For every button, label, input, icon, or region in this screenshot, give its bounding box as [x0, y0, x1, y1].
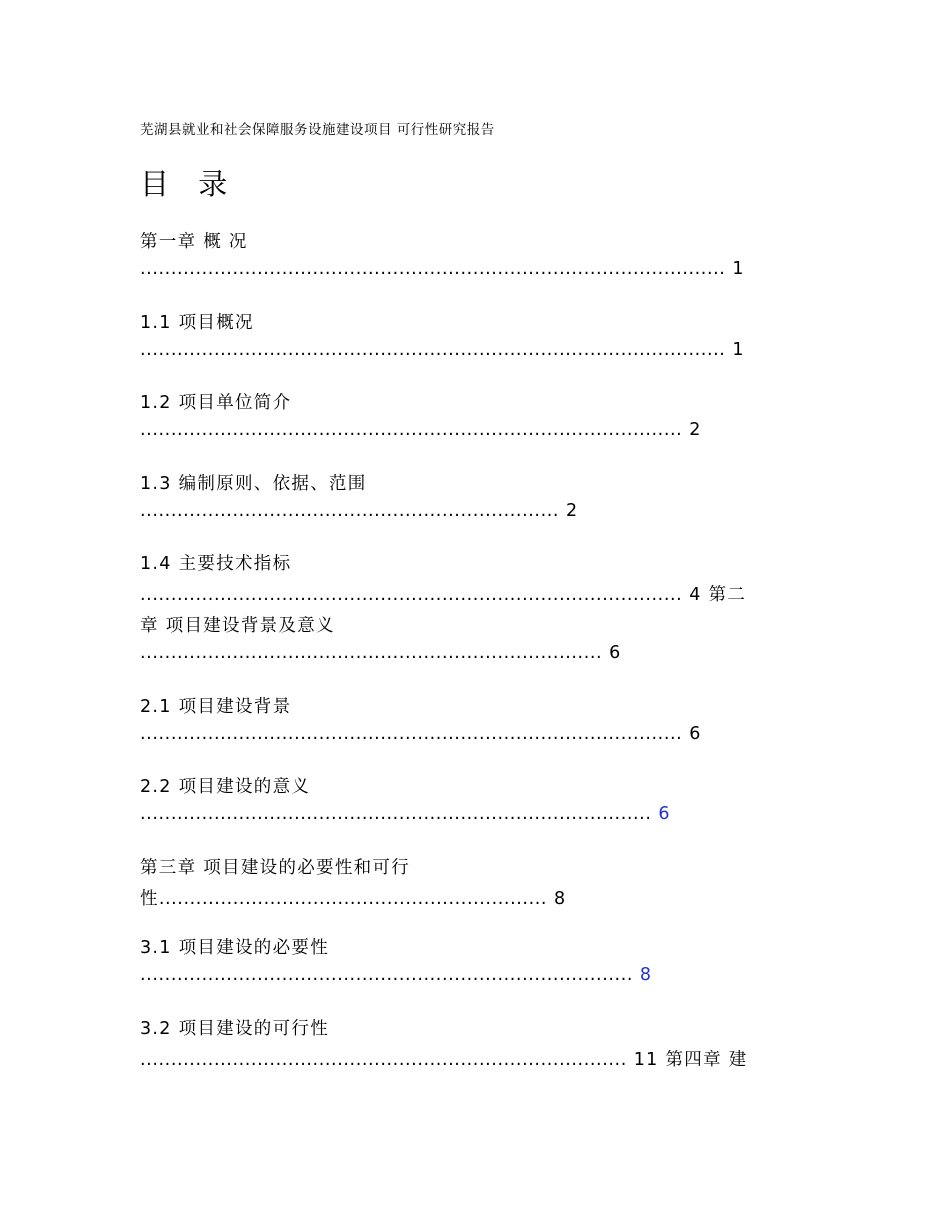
toc-entry-2-2[interactable] — [140, 770, 820, 851]
toc-leader-dots: ........................................................................... — [140, 643, 603, 663]
toc-page-number[interactable]: 2 — [565, 500, 579, 521]
toc-entry-3-2[interactable] — [140, 1012, 820, 1093]
toc-page-number[interactable]: 8 — [553, 888, 567, 909]
toc-leader-dots: ............................................................................................... — [140, 259, 726, 279]
toc-title: 目 录 — [140, 167, 238, 201]
toc-entry-title: 1.4 主要技术指标 — [140, 554, 292, 574]
toc-page-number[interactable]: 11 — [633, 1049, 659, 1070]
toc-page-number[interactable]: 4 — [689, 585, 702, 605]
toc-entry-title: 第一章 概 况 — [140, 232, 248, 252]
toc-entry-title: 2.2 项目建设的意义 — [140, 777, 311, 797]
toc-entry-title: 2.1 项目建设背景 — [140, 696, 292, 717]
toc-page-number[interactable]: 1 — [732, 259, 745, 279]
toc-entry-title: 3.1 项目建设的必要性 — [140, 938, 329, 958]
toc-entry-chapter-2[interactable] — [140, 609, 820, 690]
toc-entry-title: 章 项目建设背景及意义 — [140, 616, 335, 636]
toc-wrapped-text: 第二 — [708, 585, 747, 605]
toc-leader-dots: .................................................................... — [140, 500, 560, 521]
table-of-contents — [140, 225, 820, 1092]
toc-page-link[interactable]: 8 — [639, 965, 653, 985]
toc-entry-title: 1.1 项目概况 — [140, 312, 254, 333]
toc-page-number[interactable]: 6 — [609, 643, 622, 663]
toc-entry-2-1[interactable] — [140, 690, 820, 771]
toc-leader-dots: ........................................................................................ — [140, 420, 683, 440]
toc-entry-title: 3.2 项目建设的可行性 — [140, 1018, 329, 1039]
toc-entry-title: 第三章 项目建设的必要性和可行 — [140, 857, 411, 878]
toc-page-number[interactable]: 6 — [689, 723, 702, 744]
toc-leader-dots: ............................................................................................... — [140, 339, 726, 360]
toc-page-link[interactable]: 6 — [658, 804, 671, 824]
toc-leader-dots: ............................................................... — [158, 888, 548, 909]
toc-entry-title-continued: 性 — [140, 888, 159, 909]
toc-entry-1-3[interactable] — [140, 467, 820, 548]
toc-page-number[interactable]: 1 — [732, 339, 745, 360]
toc-entry-chapter-3[interactable] — [140, 851, 820, 932]
document-header: 芜湖县就业和社会保障服务设施建设项目 可行性研究报告 — [140, 122, 495, 138]
toc-leader-dots: ................................................................................ — [140, 965, 634, 985]
toc-entry-title: 1.3 编制原则、依据、范围 — [140, 473, 367, 494]
toc-wrapped-text: 第四章 建 — [665, 1049, 748, 1070]
toc-entry-3-1[interactable] — [140, 931, 820, 1012]
toc-page-number[interactable]: 2 — [689, 420, 702, 440]
toc-entry-1-1[interactable] — [140, 306, 820, 387]
toc-entry-1-4[interactable] — [140, 547, 820, 609]
toc-leader-dots: ................................................................................... — [140, 804, 652, 824]
toc-leader-dots: ........................................................................................ — [140, 585, 683, 605]
toc-entry-chapter-1[interactable] — [140, 225, 820, 306]
toc-entry-1-2[interactable] — [140, 386, 820, 467]
toc-entry-title: 1.2 项目单位简介 — [140, 393, 292, 413]
toc-leader-dots: ............................................................................... — [140, 1049, 627, 1070]
toc-leader-dots: ........................................................................................ — [140, 723, 683, 744]
